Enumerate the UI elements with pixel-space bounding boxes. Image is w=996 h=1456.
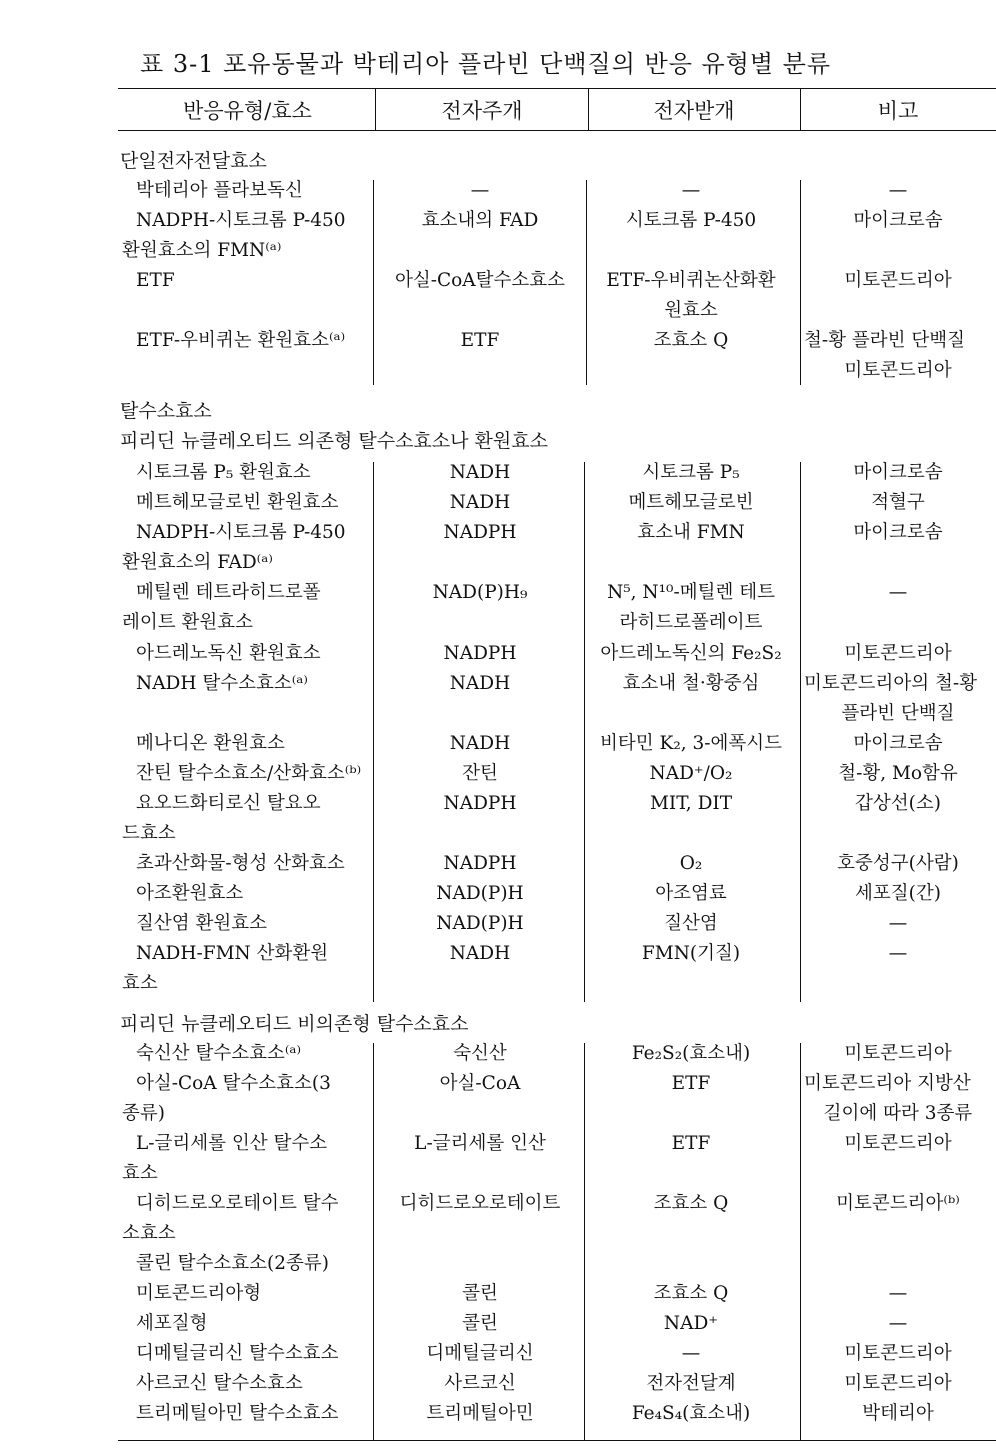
electron-acceptor-cell: ETF (671, 1073, 711, 1094)
electron-acceptor-cell: N⁵, N¹⁰-메틸렌 테트 (607, 582, 775, 603)
remarks-cell: 마이크로솜 (853, 522, 943, 543)
electron-acceptor-cell: 시토크롬 P₅ (642, 462, 740, 483)
electron-donor-cell: NAD(P)H (436, 883, 524, 904)
enzyme-cell: 질산염 환원효소 (136, 913, 267, 934)
remarks-cell: 세포질(간) (855, 883, 941, 904)
enzyme-cell: 초과산화물-형성 산화효소 (136, 853, 345, 874)
electron-acceptor-cell: 조효소 Q (653, 1193, 729, 1214)
header-reaction-enzyme: 반응유형/효소 (183, 99, 312, 123)
electron-donor-cell: 사르코신 (444, 1373, 516, 1394)
electron-acceptor-cell: NAD⁺/O₂ (649, 763, 733, 784)
electron-donor-cell: 콜린 (462, 1313, 498, 1334)
electron-acceptor-cell: 원효소 (664, 300, 718, 321)
electron-acceptor-cell: ETF-우비퀴논산화환 (606, 270, 776, 291)
enzyme-cell: 소효소 (122, 1223, 176, 1244)
electron-donor-cell: NADH (449, 462, 511, 483)
remarks-cell: 미토콘드리아 (844, 360, 952, 381)
enzyme-cell: 잔틴 탈수소효소/산화효소⁽ᵇ⁾ (136, 763, 362, 784)
electron-donor-cell: 디히드로오로테이트 (399, 1193, 561, 1214)
remarks-cell: 플라빈 단백질 (841, 703, 955, 724)
remarks-cell: 마이크로솜 (853, 733, 943, 754)
electron-acceptor-cell: NAD⁺ (663, 1313, 719, 1334)
enzyme-cell: 시토크롬 P₅ 환원효소 (136, 462, 311, 483)
electron-donor-cell: NADPH (443, 853, 517, 874)
enzyme-cell: 환원효소의 FMN⁽ᵃ⁾ (122, 240, 282, 261)
electron-donor-cell: 잔틴 (462, 763, 498, 784)
section-heading: 피리딘 뉴클레오티드 의존형 탈수소효소나 환원효소 (120, 430, 548, 452)
electron-acceptor-cell: FMN(기질) (641, 943, 741, 964)
electron-acceptor-cell: Fe₂S₂(효소내) (631, 1043, 751, 1064)
electron-acceptor-cell: 조효소 Q (653, 330, 729, 351)
remarks-cell: 마이크로솜 (853, 462, 943, 483)
electron-acceptor-cell: 아조염료 (655, 883, 727, 904)
electron-acceptor-cell: O₂ (679, 853, 703, 874)
enzyme-cell: NADPH-시토크롬 P-450 (136, 522, 346, 543)
section-heading: 탈수소효소 (120, 400, 212, 422)
enzyme-cell: 환원효소의 FAD⁽ᵃ⁾ (122, 552, 273, 573)
remarks-cell: 미토콘드리아의 철-황 (804, 673, 977, 694)
enzyme-cell: 숙신산 탈수소효소⁽ᵃ⁾ (136, 1043, 302, 1064)
electron-donor-cell: NADH (449, 733, 511, 754)
electron-donor-cell: ETF (460, 330, 500, 351)
enzyme-cell: 아조환원효소 (136, 883, 244, 904)
electron-acceptor-cell: 라히드로폴레이트 (619, 612, 763, 633)
remarks-cell: 적혈구 (871, 492, 925, 513)
electron-donor-cell: L-글리세롤 인산 (414, 1133, 546, 1154)
electron-donor-cell: 디메틸글리신 (426, 1343, 534, 1364)
remarks-cell: — (888, 1283, 908, 1304)
electron-donor-cell: NADH (449, 943, 511, 964)
electron-acceptor-cell: 시토크롬 P-450 (625, 210, 757, 231)
remarks-cell: 미토콘드리아 (844, 1133, 952, 1154)
electron-donor-cell: 아실-CoA탈수소효소 (394, 270, 565, 291)
electron-donor-cell: — (470, 180, 490, 201)
remarks-cell: 미토콘드리아 지방산 (804, 1073, 971, 1094)
electron-acceptor-cell: 비타민 K₂, 3-에폭시드 (600, 733, 782, 754)
enzyme-cell: 메나디온 환원효소 (136, 733, 285, 754)
remarks-cell: 철-황 플라빈 단백질 (804, 330, 965, 351)
enzyme-cell: 메트헤모글로빈 환원효소 (136, 492, 339, 513)
header-electron-donor: 전자주개 (441, 99, 523, 123)
electron-donor-cell: NADPH (443, 643, 517, 664)
enzyme-cell: 콜린 탈수소효소(2종류) (136, 1253, 329, 1274)
electron-acceptor-cell: ETF (671, 1133, 711, 1154)
electron-donor-cell: NADH (449, 492, 511, 513)
remarks-cell: 갑상선(소) (855, 793, 941, 814)
remarks-cell: — (888, 943, 908, 964)
electron-donor-cell: 숙신산 (453, 1043, 507, 1064)
electron-donor-cell: NADPH (443, 522, 517, 543)
electron-acceptor-cell: 효소내 철·황중심 (622, 673, 760, 694)
electron-donor-cell: NAD(P)H (436, 913, 524, 934)
table-title: 표 3-1 포유동물과 박테리아 플라빈 단백질의 반응 유형별 분류 (140, 50, 832, 78)
enzyme-cell: 메틸렌 테트라히드로폴 (136, 582, 321, 603)
electron-acceptor-cell: 전자전달계 (646, 1373, 736, 1394)
remarks-cell: 길이에 따라 3종류 (823, 1103, 973, 1124)
remarks-cell: 미토콘드리아⁽ᵇ⁾ (836, 1193, 960, 1214)
enzyme-cell: ETF (136, 270, 175, 291)
enzyme-cell: 아실-CoA 탈수소효소(3 (136, 1073, 331, 1094)
enzyme-cell: 효소 (122, 973, 158, 994)
enzyme-cell: 드효소 (122, 823, 176, 844)
enzyme-cell: 디히드로오로테이트 탈수 (136, 1193, 339, 1214)
enzyme-cell: NADH-FMN 산화환원 (136, 943, 329, 964)
enzyme-cell: 박테리아 플라보독신 (136, 180, 303, 201)
enzyme-cell: 사르코신 탈수소효소 (136, 1373, 303, 1394)
electron-acceptor-cell: — (681, 180, 701, 201)
enzyme-cell: 아드레노독신 환원효소 (136, 643, 321, 664)
enzyme-cell: 레이트 환원효소 (122, 612, 253, 633)
enzyme-cell: ETF-우비퀴논 환원효소⁽ᵃ⁾ (136, 330, 346, 351)
electron-acceptor-cell: MIT, DIT (649, 793, 733, 814)
electron-donor-cell: 아실-CoA (439, 1073, 521, 1094)
remarks-cell: 미토콘드리아 (844, 270, 952, 291)
electron-donor-cell: NAD(P)H₉ (432, 582, 528, 603)
enzyme-cell: 디메틸글리신 탈수소효소 (136, 1343, 339, 1364)
electron-acceptor-cell: 질산염 (664, 913, 718, 934)
remarks-cell: — (888, 582, 908, 603)
remarks-cell: 박테리아 (862, 1403, 934, 1424)
header-remarks: 비고 (877, 99, 919, 123)
electron-acceptor-cell: 메트헤모글로빈 (628, 492, 754, 513)
remarks-cell: 미토콘드리아 (844, 1043, 952, 1064)
remarks-cell: 마이크로솜 (853, 210, 943, 231)
electron-acceptor-cell: Fe₄S₄(효소내) (631, 1403, 751, 1424)
remarks-cell: 미토콘드리아 (844, 1373, 952, 1394)
remarks-cell: 미토콘드리아 (844, 1343, 952, 1364)
section-heading: 단일전자전달효소 (120, 150, 267, 172)
electron-donor-cell: 콜린 (462, 1283, 498, 1304)
remarks-cell: — (888, 1313, 908, 1334)
enzyme-cell: 세포질형 (136, 1313, 208, 1334)
electron-acceptor-cell: 아드레노독신의 Fe₂S₂ (600, 643, 782, 664)
header-electron-acceptor: 전자받개 (653, 99, 735, 123)
electron-acceptor-cell: — (681, 1343, 701, 1364)
electron-donor-cell: NADH (449, 673, 511, 694)
remarks-cell: 미토콘드리아 (844, 643, 952, 664)
enzyme-cell: 효소 (122, 1163, 158, 1184)
enzyme-cell: NADH 탈수소효소⁽ᵃ⁾ (136, 673, 308, 694)
remarks-cell: 철-황, Mo함유 (838, 763, 958, 784)
remarks-cell: — (888, 913, 908, 934)
electron-donor-cell: 트리메틸아민 (426, 1403, 534, 1424)
enzyme-cell: 요오드화티로신 탈요오 (136, 793, 321, 814)
remarks-cell: 호중성구(사람) (837, 853, 959, 874)
enzyme-cell: NADPH-시토크롬 P-450 (136, 210, 346, 231)
electron-acceptor-cell: 효소내 FMN (637, 522, 745, 543)
electron-donor-cell: 효소내의 FAD (421, 210, 539, 231)
enzyme-cell: 미토콘드리아형 (136, 1283, 262, 1304)
enzyme-cell: L-글리세롤 인산 탈수소 (136, 1133, 328, 1154)
electron-acceptor-cell: 조효소 Q (653, 1283, 729, 1304)
remarks-cell: — (888, 180, 908, 201)
electron-donor-cell: NADPH (443, 793, 517, 814)
enzyme-cell: 종류) (122, 1103, 165, 1124)
enzyme-cell: 트리메틸아민 탈수소효소 (136, 1403, 339, 1424)
section-heading: 피리딘 뉴클레오티드 비의존형 탈수소효소 (120, 1013, 469, 1035)
